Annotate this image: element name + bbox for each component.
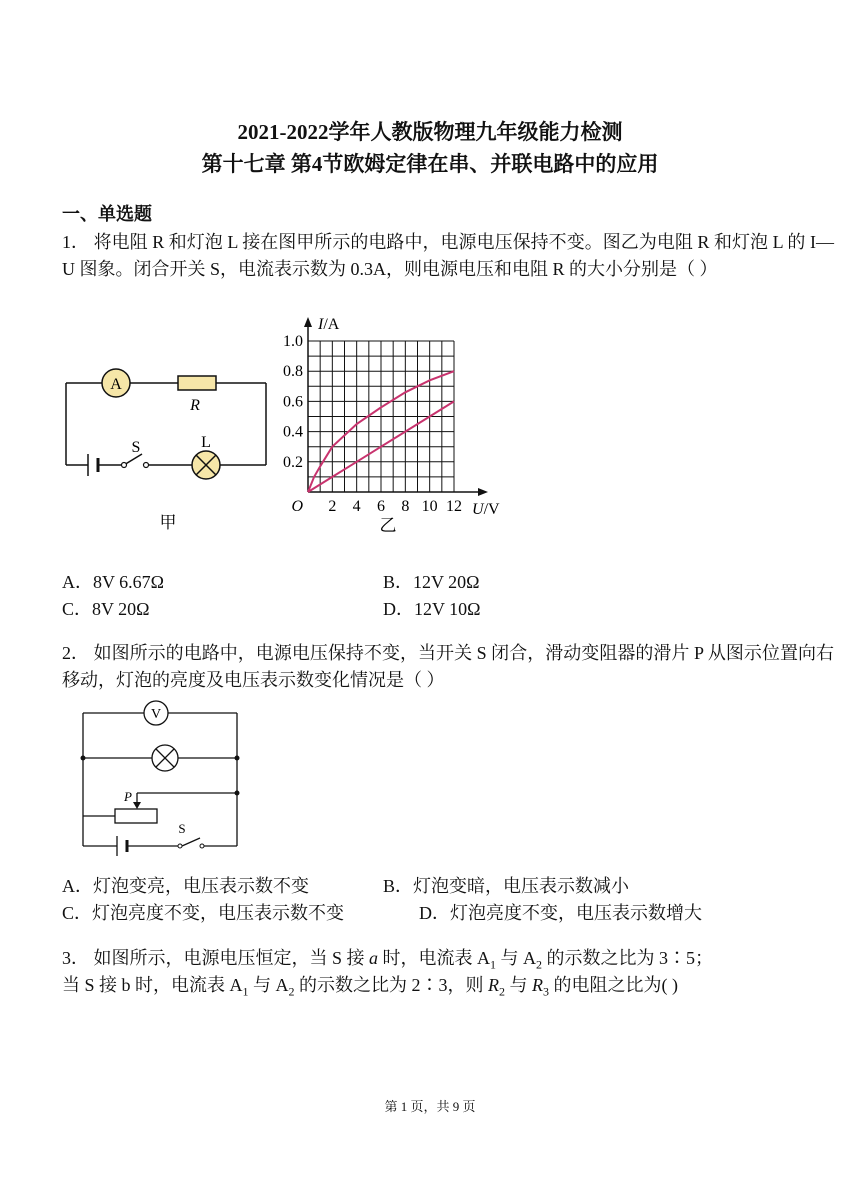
chart-axes: [304, 317, 488, 496]
x-axis-label: U/V: [472, 501, 500, 518]
origin-label: O: [291, 498, 303, 515]
y-tick-label: 0.8: [283, 363, 303, 381]
rheostat-icon: [115, 809, 157, 823]
q1-option-b[interactable]: B．12V 20Ω: [383, 572, 480, 592]
y-tick-label: 1.0: [283, 333, 303, 350]
question-3-line2: 当 S 接 b 时，电流表 $A_1$ 与 $A_2$ 的示数之比为 2∶3，则 $R_2$ 与 $R_3$ 的电阻之比为( ): [62, 975, 679, 999]
resistor-icon: [178, 376, 216, 390]
x-tick-label: 2: [328, 498, 337, 515]
figure-circuit-q2: [75, 700, 245, 862]
y-axis-arrow-icon: [304, 317, 312, 327]
y-tick-label: 0.6: [283, 393, 303, 411]
lamp-label: L: [201, 434, 211, 451]
question-2-text: 2． 如图所示的电路中，电源电压保持不变，当开关 S 闭合，滑动变阻器的滑片 P 从图示位置向右移动，灯泡的亮度及电压表示数变化情况是（ ）: [62, 643, 834, 690]
switch-label: S: [178, 821, 186, 836]
switch-label: S: [131, 439, 141, 456]
figure-circuit-a: [60, 360, 275, 540]
q2-option-a[interactable]: A．灯泡变亮，电压表示数不变: [62, 876, 309, 896]
ammeter-icon: [102, 369, 130, 397]
question-3-line1: 3． 如图所示，电源电压恒定，当 S 接 a 时，电流表 $A_1$ 与 $A_2$ 的示数之比为 3∶5；: [62, 948, 714, 972]
x-tick-label: 12: [446, 498, 462, 515]
q2-option-d[interactable]: D．灯泡亮度不变，电压表示数增大: [419, 903, 702, 923]
q1-option-c[interactable]: C．8V 20Ω: [62, 599, 150, 619]
title-line2: 第十七章 第4节欧姆定律在串、并联电路中的应用: [201, 152, 659, 176]
x-tick-label: 10: [421, 498, 438, 515]
voltmeter-icon: [144, 701, 168, 725]
switch-icon: [178, 844, 182, 848]
q2-option-b[interactable]: B．灯泡变暗，电压表示数减小: [383, 876, 630, 896]
lamp-icon: [192, 451, 220, 479]
battery-icon: [117, 836, 127, 856]
slider-arrow-icon: [133, 802, 141, 809]
resistor-label: R: [190, 397, 200, 414]
q1-option-a[interactable]: A．8V 6.67Ω: [62, 572, 165, 592]
chart-grid: [308, 341, 454, 492]
svg-text:V: V: [150, 707, 162, 722]
y-axis-label: I/A: [318, 316, 340, 333]
svg-text:A: A: [110, 376, 122, 393]
figure-a-caption: 甲: [159, 513, 177, 532]
section-heading: 一、单选题: [62, 204, 152, 224]
q2-option-c[interactable]: C．灯泡亮度不变，电压表示数不变: [62, 903, 345, 923]
y-tick-label: 0.4: [283, 423, 303, 441]
title-line1: 2021-2022学年人教版物理九年级能力检测: [237, 120, 623, 144]
x-tick-label: 4: [352, 498, 361, 515]
page-footer: 第 1 页，共 9 页: [384, 1099, 476, 1114]
figure-b-caption: 乙: [379, 516, 397, 535]
x-tick-label: 8: [401, 498, 410, 515]
figure-chart-b: [270, 308, 520, 543]
lamp-icon: [152, 745, 178, 771]
y-tick-label: 0.2: [283, 453, 303, 471]
battery-icon: [88, 454, 98, 476]
x-axis-arrow-icon: [478, 488, 488, 496]
x-tick-label: 6: [377, 498, 385, 515]
question-1-text: 1． 将电阻 R 和灯泡 L 接在图甲所示的电路中，电源电压保持不变。图乙为电阻 R 和灯泡 L 的 I—U 图象。闭合开关 S，电流表示数为 0.3A，则电源电压和电阻 R 的大小分别是（ ）: [62, 232, 834, 279]
slider-label: P: [124, 789, 132, 804]
q1-option-d[interactable]: D．12V 10Ω: [383, 599, 481, 619]
switch-icon: [122, 463, 127, 468]
